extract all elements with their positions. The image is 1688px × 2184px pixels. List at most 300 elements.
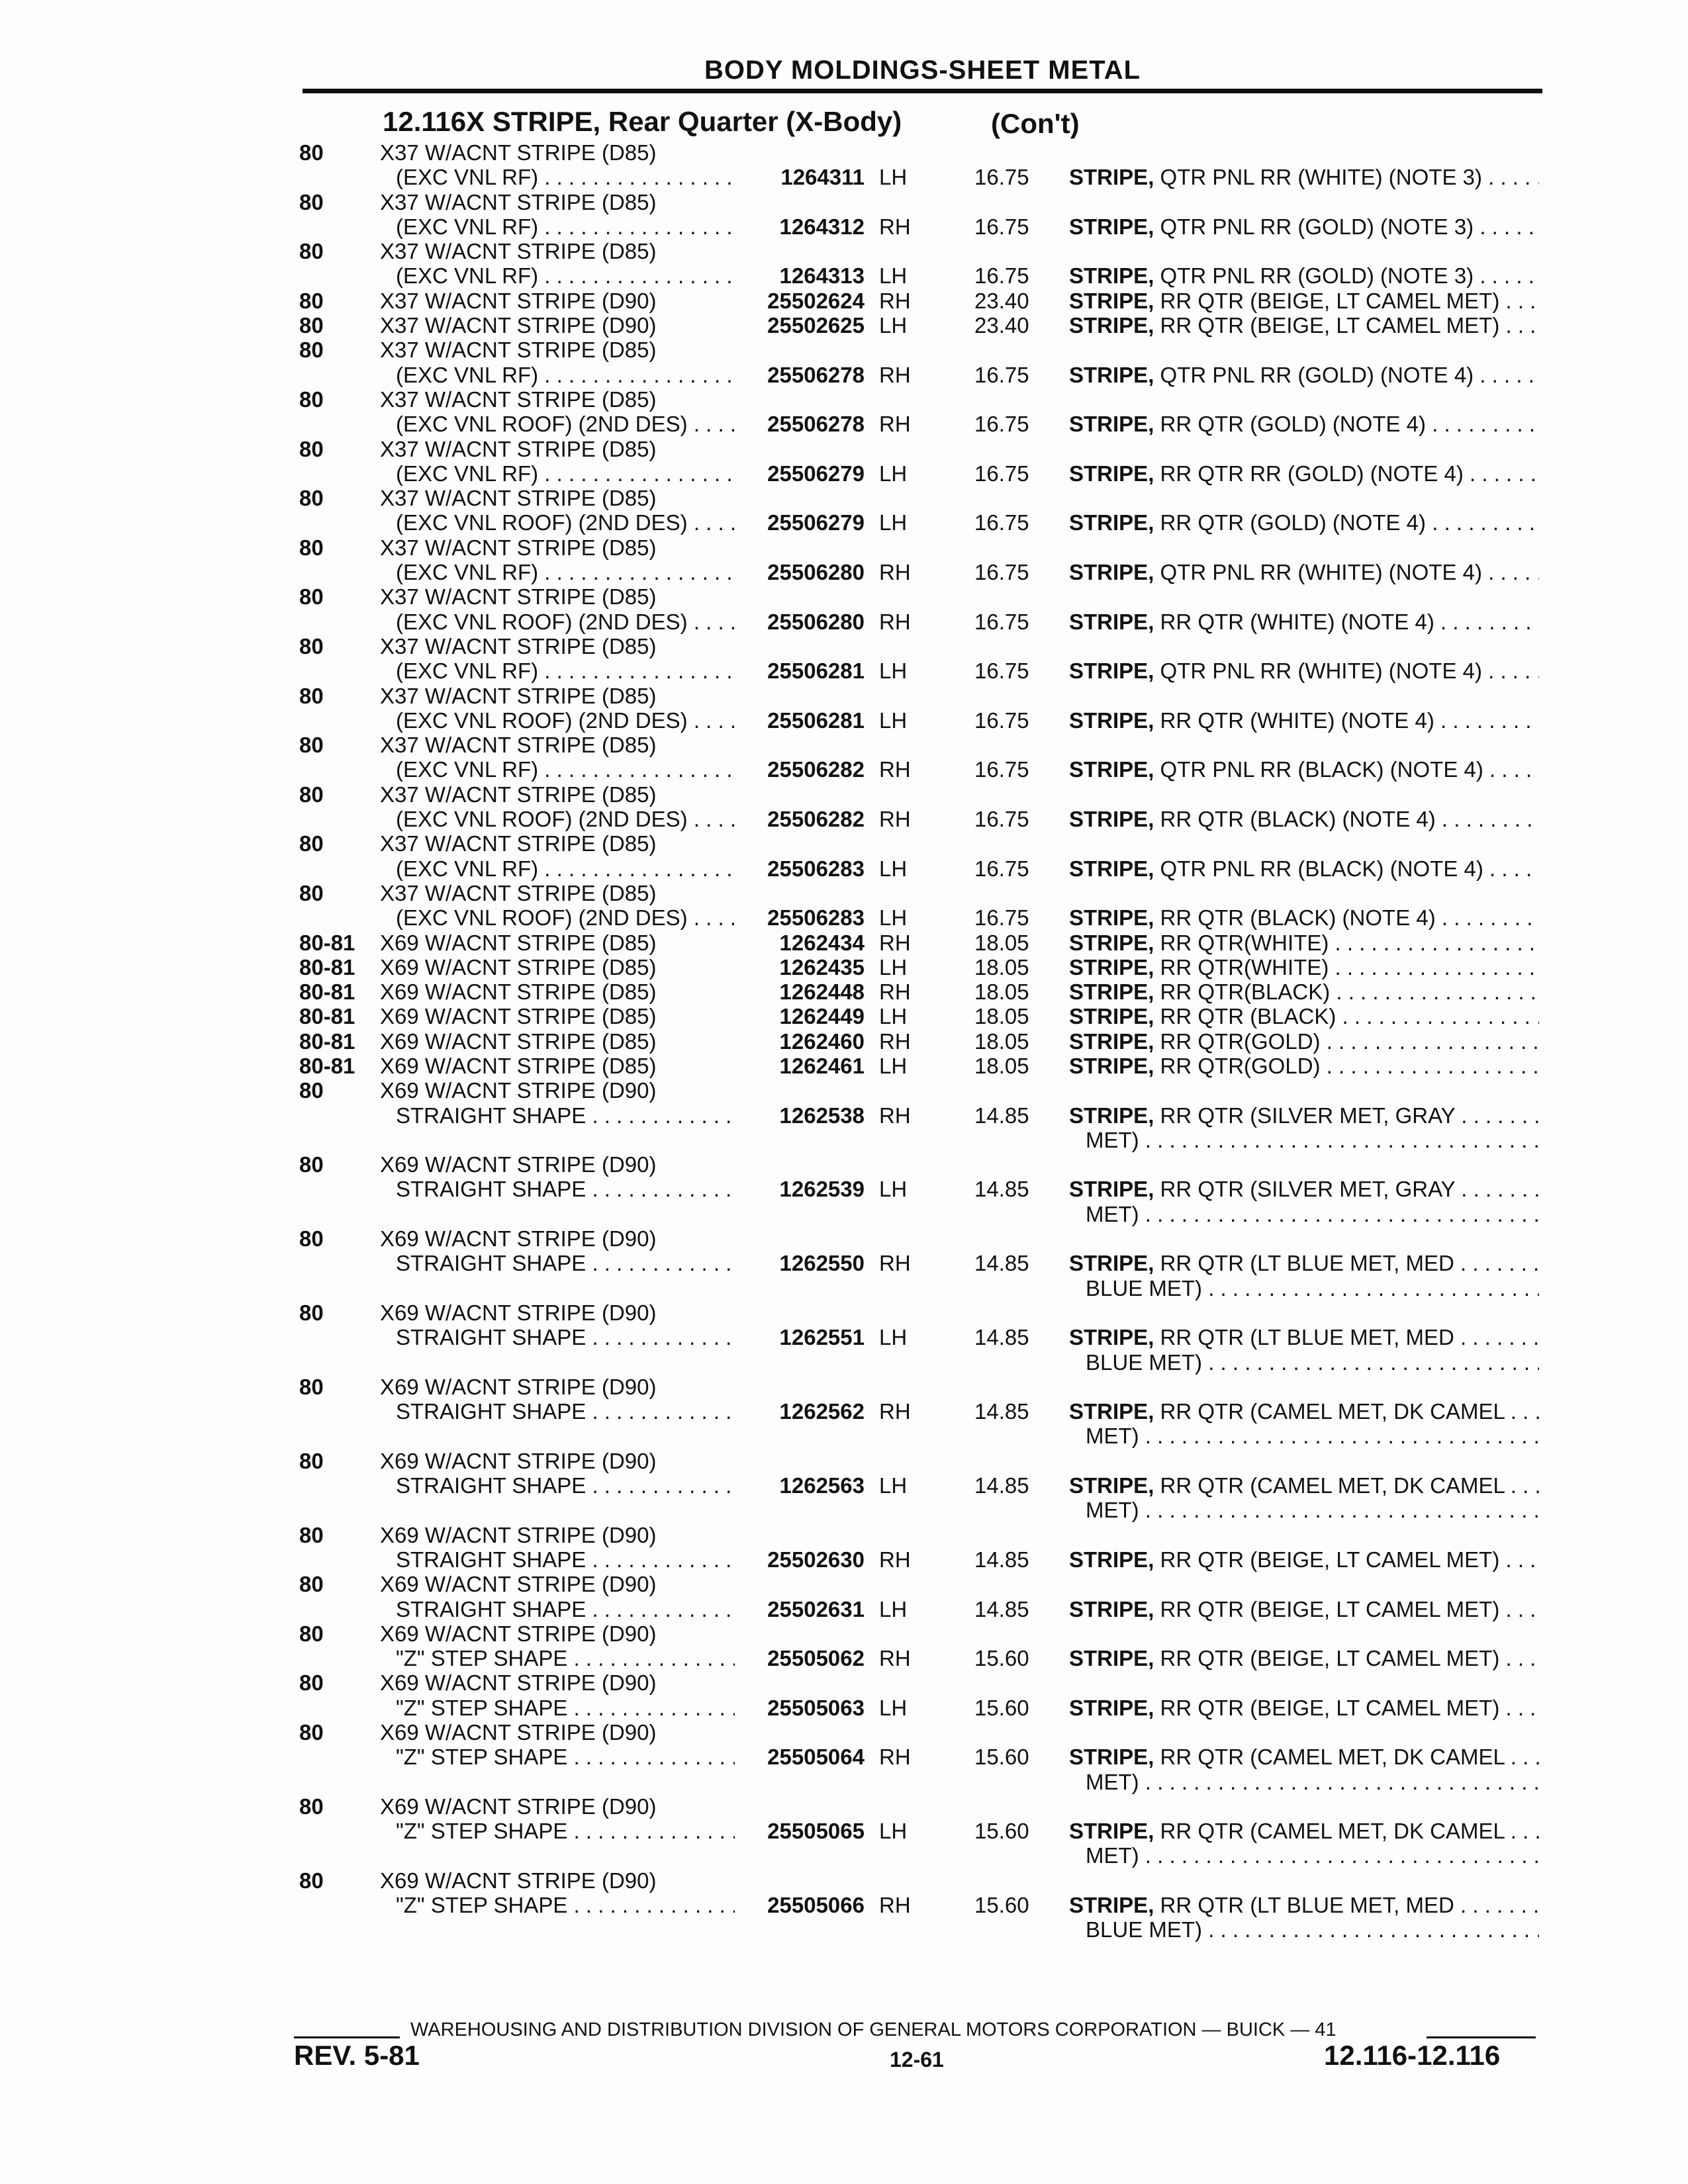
part-description-noun: STRIPE, [1069, 954, 1154, 979]
part-description-detail: RR QTR (BLACK) (NOTE 4) [1160, 905, 1436, 931]
entry-part-line [0, 1745, 1688, 1769]
part-description-detail: RR QTR(GOLD) [1160, 1053, 1321, 1078]
part-description [1069, 214, 1539, 240]
part-price: 23.40 [974, 313, 1029, 338]
part-side: RH [879, 1251, 911, 1276]
part-side: LH [879, 461, 908, 486]
entry-model-line [0, 1621, 1688, 1646]
part-number: 25505064 [767, 1745, 865, 1770]
part-description-detail: RR QTR (BEIGE, LT CAMEL MET) [1160, 1695, 1500, 1720]
part-side: RH [879, 1646, 911, 1671]
section-heading: 12.116X STRIPE, Rear Quarter (X-Body) [383, 106, 902, 137]
entry-model-line [0, 1152, 1688, 1177]
part-description-detail: RR QTR (WHITE) (NOTE 4) [1160, 609, 1434, 634]
entry-part-line [0, 1696, 1688, 1720]
entry-model-line [0, 1300, 1688, 1325]
part-number: 1264312 [779, 214, 865, 239]
part-description [1069, 757, 1539, 782]
entry-model-line [0, 140, 1688, 165]
part-number: 1264313 [779, 263, 865, 289]
part-description [1069, 1029, 1539, 1054]
part-entry [0, 1572, 1688, 1621]
model-description: X69 W/ACNT STRIPE (D90) [380, 1794, 657, 1819]
model-year: 80-81 [299, 1028, 355, 1054]
part-price: 18.05 [974, 1004, 1029, 1029]
model-description: X37 W/ACNT STRIPE (D90) [380, 288, 657, 313]
entry-model-line [0, 782, 1688, 807]
part-price: 16.75 [974, 510, 1029, 535]
section-reference: 12.116-12.116 [1324, 2040, 1501, 2071]
entry-part-line [0, 214, 1688, 239]
entry-model-line [0, 437, 1688, 461]
entry-model-line [0, 1375, 1688, 1399]
part-price: 16.75 [974, 707, 1029, 733]
part-price: 14.85 [974, 1547, 1029, 1572]
model-year: 80 [299, 1522, 324, 1547]
header-rule [303, 89, 1542, 93]
part-description-continuation: MET) . . . [1086, 1128, 1539, 1153]
part-description-detail: RR QTR (BEIGE, LT CAMEL MET) [1160, 1596, 1500, 1621]
part-description-detail: RR QTR (CAMEL MET, DK CAMEL [1160, 1473, 1505, 1498]
part-entry [0, 486, 1688, 535]
model-qualifier: (EXC VNL RF) . . . [396, 363, 735, 388]
model-year: 80 [299, 140, 324, 165]
part-description-noun: STRIPE, [1069, 1646, 1154, 1671]
part-description-noun: STRIPE, [1069, 560, 1154, 585]
part-price: 16.75 [974, 461, 1029, 486]
part-description [1069, 856, 1539, 882]
model-year: 80 [299, 880, 324, 905]
part-entry [0, 535, 1688, 585]
model-year: 80 [299, 313, 324, 338]
part-description-detail: QTR PNL RR (WHITE) (NOTE 3) [1160, 165, 1482, 190]
part-description-noun: STRIPE, [1069, 1028, 1154, 1054]
part-price: 18.05 [974, 954, 1029, 979]
part-side: LH [879, 1053, 908, 1078]
entry-model-line [0, 486, 1688, 510]
part-description-detail: RR QTR (BEIGE, LT CAMEL MET) [1160, 288, 1500, 313]
part-description [1069, 412, 1539, 437]
part-side: LH [879, 1596, 908, 1621]
entry-model-line [0, 684, 1688, 708]
part-number: 1264311 [780, 165, 865, 190]
part-description-detail: RR QTR (BLACK) [1160, 1004, 1336, 1029]
part-description-noun: STRIPE, [1069, 707, 1154, 733]
part-description-detail: RR QTR(GOLD) [1160, 1028, 1321, 1054]
model-qualifier: "Z" STEP SHAPE . . . [396, 1646, 735, 1671]
part-description-detail: RR QTR (BLACK) (NOTE 4) [1160, 807, 1436, 832]
part-description-noun: STRIPE, [1069, 1004, 1154, 1029]
part-description-detail: RR QTR (CAMEL MET, DK CAMEL [1160, 1745, 1505, 1770]
part-price: 23.40 [974, 288, 1029, 313]
part-number: 25505062 [767, 1646, 865, 1671]
part-number: 25505066 [767, 1893, 865, 1918]
model-qualifier: STRAIGHT SHAPE . . . [396, 1103, 735, 1128]
entry-model-line [0, 239, 1688, 263]
page-title: BODY MOLDINGS-SHEET METAL [704, 56, 1141, 85]
model-qualifier: "Z" STEP SHAPE . . . [396, 1745, 735, 1770]
part-description-detail: RR QTR (LT BLUE MET, MED [1160, 1325, 1454, 1350]
part-description-continuation: MET) . . . [1086, 1770, 1539, 1795]
part-side: LH [879, 1695, 908, 1720]
part-description-noun: STRIPE, [1069, 1473, 1154, 1498]
part-price: 14.85 [974, 1325, 1029, 1350]
part-description-noun: STRIPE, [1069, 1251, 1154, 1276]
continued-label: (Con't) [991, 108, 1080, 139]
part-description [1069, 1177, 1539, 1202]
model-year: 80 [299, 535, 324, 560]
entry-model-line [0, 733, 1688, 757]
part-description [1069, 979, 1539, 1005]
part-side: LH [879, 1004, 908, 1029]
part-entry [0, 931, 1688, 955]
part-description-detail: RR QTR (GOLD) (NOTE 4) [1160, 412, 1427, 437]
part-description-noun: STRIPE, [1069, 979, 1154, 1005]
part-number: 25505063 [767, 1695, 865, 1720]
part-description-continuation: BLUE MET) . . . [1086, 1350, 1539, 1375]
model-description: X69 W/ACNT STRIPE (D85) [380, 930, 657, 955]
part-entry [0, 1078, 1688, 1152]
part-number: 25506283 [767, 856, 865, 881]
part-number: 25506278 [767, 362, 865, 387]
part-number: 25506281 [767, 659, 865, 684]
model-description: X37 W/ACNT STRIPE (D85) [380, 140, 657, 165]
entry-model-part-line [0, 1029, 1688, 1054]
part-side: LH [879, 905, 908, 931]
entry-model-line [0, 387, 1688, 412]
part-description-detail: RR QTR RR (GOLD) (NOTE 4) [1160, 461, 1464, 486]
model-year: 80 [299, 683, 324, 708]
part-description-noun: STRIPE, [1069, 510, 1154, 535]
part-entry [0, 1794, 1688, 1868]
part-number: 25506283 [767, 905, 865, 931]
part-side: RH [879, 1028, 911, 1054]
model-qualifier: (EXC VNL ROOF) (2ND DES) . . . [396, 510, 735, 535]
model-qualifier: STRAIGHT SHAPE . . . [396, 1251, 735, 1276]
part-entry [0, 1054, 1688, 1078]
model-year: 80-81 [299, 1004, 355, 1029]
part-side: RH [879, 1399, 911, 1424]
entry-model-part-line [0, 979, 1688, 1004]
part-side: LH [879, 165, 908, 190]
part-number: 25502625 [767, 313, 865, 338]
part-entry [0, 1226, 1688, 1300]
part-price: 14.85 [974, 1177, 1029, 1202]
model-year: 80-81 [299, 954, 355, 979]
part-entry [0, 1868, 1688, 1942]
part-entry [0, 1523, 1688, 1572]
model-year: 80 [299, 584, 324, 610]
model-qualifier: (EXC VNL RF) . . . [396, 560, 735, 585]
entry-desc-continuation [0, 1128, 1688, 1152]
part-description [1069, 1819, 1539, 1844]
model-description: X37 W/ACNT STRIPE (D85) [380, 733, 657, 758]
part-description-detail: RR QTR (LT BLUE MET, MED [1160, 1893, 1454, 1918]
part-entry [0, 1152, 1688, 1226]
part-description [1069, 955, 1539, 980]
part-description-noun: STRIPE, [1069, 1177, 1154, 1202]
model-description: X69 W/ACNT STRIPE (D90) [380, 1572, 657, 1597]
part-description [1069, 1103, 1539, 1128]
model-year: 80 [299, 239, 324, 264]
model-description: X69 W/ACNT STRIPE (D85) [380, 954, 657, 979]
part-number: 25502630 [767, 1547, 865, 1572]
model-description: X37 W/ACNT STRIPE (D85) [380, 880, 657, 905]
part-number: 25506279 [767, 510, 865, 535]
model-year: 80 [299, 1670, 324, 1696]
model-description: X37 W/ACNT STRIPE (D85) [380, 189, 657, 214]
part-side: RH [879, 560, 911, 585]
model-year: 80 [299, 1621, 324, 1646]
part-description [1069, 1251, 1539, 1276]
part-number: 25506280 [767, 609, 865, 634]
part-price: 14.85 [974, 1103, 1029, 1128]
model-description: X69 W/ACNT STRIPE (D90) [380, 1078, 657, 1103]
part-number: 25506281 [767, 707, 865, 733]
model-description: X69 W/ACNT STRIPE (D90) [380, 1374, 657, 1399]
part-number: 1262563 [779, 1473, 865, 1498]
entry-part-line [0, 905, 1688, 930]
entry-desc-continuation [0, 1917, 1688, 1942]
model-year: 80 [299, 387, 324, 412]
part-description-detail: RR QTR (GOLD) (NOTE 4) [1160, 510, 1427, 535]
model-qualifier: "Z" STEP SHAPE . . . [396, 1893, 735, 1918]
model-qualifier: (EXC VNL RF) . . . [396, 214, 735, 240]
footer-rule-left [294, 2036, 400, 2038]
entry-desc-continuation [0, 1498, 1688, 1522]
part-description [1069, 263, 1539, 289]
part-description-noun: STRIPE, [1069, 1325, 1154, 1350]
entry-part-line [0, 659, 1688, 683]
model-qualifier: (EXC VNL RF) . . . [396, 263, 735, 289]
entry-part-line [0, 856, 1688, 881]
part-number: 1262460 [779, 1028, 865, 1054]
part-description-noun: STRIPE, [1069, 609, 1154, 634]
part-price: 15.60 [974, 1893, 1029, 1918]
model-description: X69 W/ACNT STRIPE (D90) [380, 1152, 657, 1177]
part-price: 15.60 [974, 1819, 1029, 1844]
model-description: X69 W/ACNT STRIPE (D85) [380, 1053, 657, 1078]
part-side: LH [879, 1819, 908, 1844]
model-description: X69 W/ACNT STRIPE (D85) [380, 1004, 657, 1029]
model-year: 80 [299, 1868, 324, 1893]
part-side: LH [879, 1177, 908, 1202]
part-description-noun: STRIPE, [1069, 288, 1154, 313]
part-side: RH [879, 1547, 911, 1572]
part-description-noun: STRIPE, [1069, 1547, 1154, 1572]
part-description-detail: RR QTR (BEIGE, LT CAMEL MET) [1160, 313, 1500, 338]
part-side: LH [879, 263, 908, 289]
model-year: 80 [299, 486, 324, 511]
part-number: 1262448 [779, 979, 865, 1005]
entry-model-part-line [0, 313, 1688, 338]
entry-desc-continuation [0, 1843, 1688, 1868]
part-number: 1262539 [779, 1177, 865, 1202]
part-description-noun: STRIPE, [1069, 757, 1154, 782]
part-side: LH [879, 856, 908, 881]
part-side: RH [879, 412, 911, 437]
entry-desc-continuation [0, 1424, 1688, 1448]
part-side: RH [879, 1893, 911, 1918]
part-entry [0, 289, 1688, 313]
model-year: 80 [299, 831, 324, 856]
entry-model-line [0, 1572, 1688, 1596]
model-year: 80-81 [299, 930, 355, 955]
entry-model-line [0, 634, 1688, 659]
model-description: X37 W/ACNT STRIPE (D85) [380, 338, 657, 363]
entry-model-line [0, 1078, 1688, 1103]
part-entry [0, 239, 1688, 289]
part-number: 1262538 [779, 1103, 865, 1128]
part-description [1069, 659, 1539, 684]
part-description-detail: RR QTR(BLACK) [1160, 979, 1331, 1005]
part-number: 25506278 [767, 412, 865, 437]
parts-list [0, 140, 1688, 1942]
part-description-detail: RR QTR (BEIGE, LT CAMEL MET) [1160, 1646, 1500, 1671]
part-price: 14.85 [974, 1399, 1029, 1424]
part-description-continuation: MET) . . . [1086, 1202, 1539, 1227]
model-description: X69 W/ACNT STRIPE (D90) [380, 1868, 657, 1893]
entry-model-line [0, 831, 1688, 856]
part-entry [0, 782, 1688, 832]
model-description: X69 W/ACNT STRIPE (D85) [380, 979, 657, 1005]
model-qualifier: (EXC VNL RF) . . . [396, 757, 735, 782]
model-year: 80 [299, 733, 324, 758]
part-number: 1262461 [779, 1053, 865, 1078]
part-entry [0, 1449, 1688, 1523]
part-price: 16.75 [974, 856, 1029, 881]
part-description [1069, 510, 1539, 535]
entry-part-line [0, 1103, 1688, 1128]
model-year: 80 [299, 1374, 324, 1399]
model-description: X37 W/ACNT STRIPE (D85) [380, 782, 657, 807]
footer-rule-right [1427, 2036, 1536, 2038]
entry-part-line [0, 1819, 1688, 1843]
part-description [1069, 610, 1539, 635]
model-description: X69 W/ACNT STRIPE (D90) [380, 1226, 657, 1251]
part-number: 25506279 [767, 461, 865, 486]
entry-model-line [0, 338, 1688, 362]
part-description-noun: STRIPE, [1069, 1819, 1154, 1844]
entry-part-line [0, 1547, 1688, 1572]
part-description [1069, 1696, 1539, 1721]
part-description-noun: STRIPE, [1069, 362, 1154, 387]
part-entry [0, 684, 1688, 733]
entry-model-line [0, 1226, 1688, 1251]
entry-desc-continuation [0, 1770, 1688, 1794]
part-side: LH [879, 510, 908, 535]
entry-part-line [0, 610, 1688, 634]
entry-model-line [0, 584, 1688, 609]
entry-part-line [0, 1399, 1688, 1424]
part-description-detail: QTR PNL RR (BLACK) (NOTE 4) [1160, 856, 1483, 881]
part-price: 16.75 [974, 214, 1029, 239]
part-number: 25506280 [767, 560, 865, 585]
model-description: X37 W/ACNT STRIPE (D85) [380, 584, 657, 610]
part-description-detail: RR QTR(WHITE) [1160, 930, 1329, 955]
entry-part-line [0, 1325, 1688, 1349]
part-side: RH [879, 362, 911, 387]
part-description [1069, 461, 1539, 486]
part-side: RH [879, 930, 911, 955]
part-description-continuation: MET) . . . [1086, 1843, 1539, 1868]
part-price: 16.75 [974, 609, 1029, 634]
part-description-noun: STRIPE, [1069, 1596, 1154, 1621]
part-number: 1262434 [779, 930, 865, 955]
part-side: RH [879, 288, 911, 313]
part-description [1069, 931, 1539, 956]
part-price: 16.75 [974, 659, 1029, 684]
part-number: 25506282 [767, 757, 865, 782]
part-description-noun: STRIPE, [1069, 1103, 1154, 1128]
part-description [1069, 1745, 1539, 1770]
part-description-detail: RR QTR (BEIGE, LT CAMEL MET) [1160, 1547, 1500, 1572]
model-year: 80 [299, 1152, 324, 1177]
part-description-detail: RR QTR(WHITE) [1160, 954, 1329, 979]
part-price: 16.75 [974, 412, 1029, 437]
part-description [1069, 313, 1539, 338]
entry-model-part-line [0, 931, 1688, 955]
part-side: RH [879, 214, 911, 239]
model-year: 80 [299, 782, 324, 807]
part-entry [0, 387, 1688, 437]
part-entry [0, 584, 1688, 634]
model-year: 80-81 [299, 1053, 355, 1078]
part-side: LH [879, 1473, 908, 1498]
part-price: 14.85 [974, 1596, 1029, 1621]
part-entry [0, 190, 1688, 240]
part-description-noun: STRIPE, [1069, 930, 1154, 955]
part-description-detail: RR QTR (CAMEL MET, DK CAMEL [1160, 1819, 1505, 1844]
part-description [1069, 1893, 1539, 1918]
model-qualifier: "Z" STEP SHAPE . . . [396, 1819, 735, 1844]
part-number: 1262449 [779, 1004, 865, 1029]
part-side: RH [879, 979, 911, 1005]
model-qualifier: (EXC VNL RF) . . . [396, 461, 735, 486]
entry-part-line [0, 1473, 1688, 1498]
part-description [1069, 1004, 1539, 1029]
part-entry [0, 1670, 1688, 1720]
part-entry [0, 1300, 1688, 1375]
part-entry [0, 1375, 1688, 1449]
page-number: 12-61 [890, 2048, 944, 2071]
entry-part-line [0, 1597, 1688, 1621]
part-description-noun: STRIPE, [1069, 856, 1154, 881]
model-description: X69 W/ACNT STRIPE (D90) [380, 1300, 657, 1325]
footer-publisher: WAREHOUSING AND DISTRIBUTION DIVISION OF GENERAL MOTORS CORPORATION — BUICK — 41 [410, 2019, 1336, 2040]
entry-model-line [0, 1449, 1688, 1473]
part-description-noun: STRIPE, [1069, 1893, 1154, 1918]
part-description [1069, 289, 1539, 314]
part-entry [0, 955, 1688, 979]
part-side: LH [879, 707, 908, 733]
part-entry [0, 338, 1688, 387]
entry-desc-continuation [0, 1350, 1688, 1375]
part-entry [0, 831, 1688, 881]
model-year: 80 [299, 1226, 324, 1251]
part-description-noun: STRIPE, [1069, 1053, 1154, 1078]
model-qualifier: STRAIGHT SHAPE . . . [396, 1597, 735, 1622]
part-price: 16.75 [974, 757, 1029, 782]
part-price: 15.60 [974, 1695, 1029, 1720]
model-description: X37 W/ACNT STRIPE (D85) [380, 633, 657, 659]
part-description-detail: RR QTR (LT BLUE MET, MED [1160, 1251, 1454, 1276]
entry-model-line [0, 881, 1688, 905]
part-description-continuation: BLUE MET) . . . [1086, 1917, 1539, 1942]
entry-model-line [0, 535, 1688, 560]
entry-model-line [0, 190, 1688, 214]
model-description: X69 W/ACNT STRIPE (D90) [380, 1670, 657, 1696]
